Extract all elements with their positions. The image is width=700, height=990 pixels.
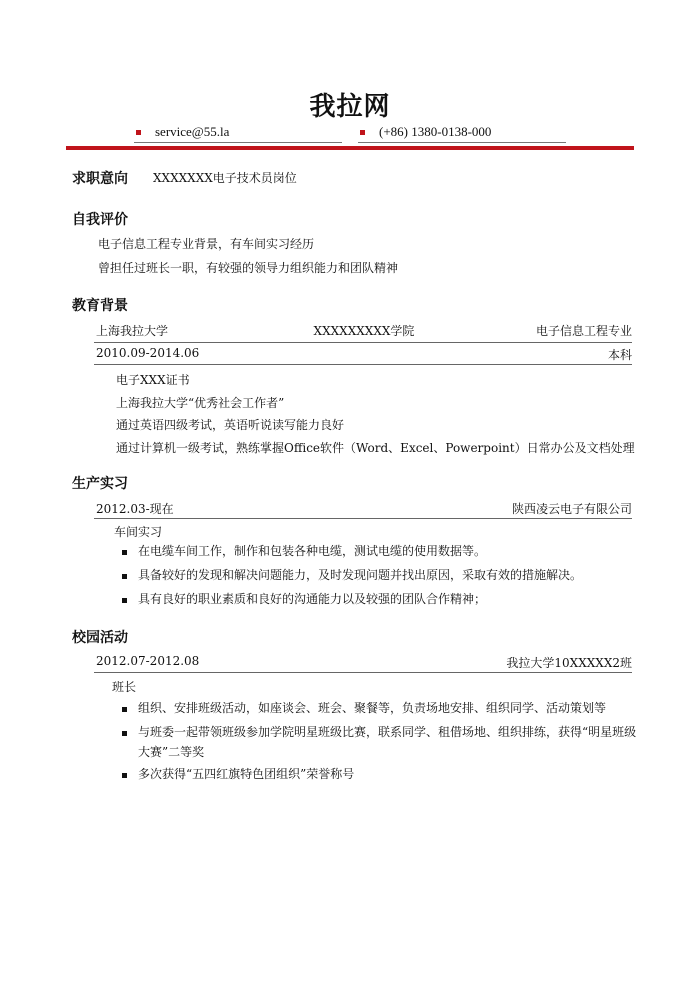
contact-underline <box>134 142 342 143</box>
bullet-square-icon <box>122 707 127 712</box>
college-name: XXXXXXXXX学院 <box>313 324 415 338</box>
section-title-internship: 生产实习 <box>72 476 128 492</box>
internship-header-row <box>96 500 632 518</box>
email-text: service@55.la <box>155 124 230 139</box>
header-divider <box>66 146 634 150</box>
self-eval-line: 曾担任过班长一职，有较强的领导力组织能力和团队精神 <box>98 261 399 275</box>
education-period: 2010.09-2014.06 <box>96 346 200 360</box>
education-item: 电子XXX证书 <box>116 373 190 387</box>
contact-underline <box>358 142 566 143</box>
education-header-row <box>96 322 632 340</box>
row-divider <box>94 342 632 343</box>
major-name: 电子信息工程专业 <box>535 324 632 338</box>
contact-row <box>136 124 566 144</box>
internship-role: 车间实习 <box>114 525 163 539</box>
row-divider <box>94 364 632 365</box>
campus-header-row <box>96 654 632 672</box>
campus-period: 2012.07-2012.08 <box>96 654 200 668</box>
phone-contact <box>360 124 491 140</box>
candidate-name: 我拉网 <box>309 92 391 122</box>
education-period-row <box>96 346 632 364</box>
bullet-square-icon <box>122 550 127 555</box>
campus-role: 班长 <box>112 680 137 694</box>
intent-value: XXXXXXX电子技术员岗位 <box>153 171 297 185</box>
bullet-square-icon <box>360 130 365 135</box>
internship-period: 2012.03-现在 <box>96 502 174 516</box>
campus-org: 我拉大学10XXXXX2班 <box>506 656 632 670</box>
bullet-square-icon <box>122 598 127 603</box>
education-item: 通过英语四级考试，英语听说读写能力良好 <box>116 418 345 432</box>
bullet-square-icon <box>136 130 141 135</box>
self-eval-line: 电子信息工程专业背景，有车间实习经历 <box>98 237 315 251</box>
education-item: 上海我拉大学“优秀社会工作者” <box>116 396 285 410</box>
degree: 本科 <box>607 348 632 362</box>
bullet-square-icon <box>122 773 127 778</box>
email-contact <box>136 124 229 140</box>
education-item: 通过计算机一级考试，熟练掌握Office软件（Word、Excel、Powerpoint）日常办公及文档处理 <box>116 441 635 455</box>
school-name: 上海我拉大学 <box>96 324 169 338</box>
row-divider <box>94 672 632 673</box>
resume-page: 我拉网 service@55.la (+86) 1380-0138-000 求职意向 XXXXXXX电子技术员岗位 自我评价 电子信息工程专业背景，有车间实习经历 曾担任过班长一职，有较强的领导力组织能力和团队精神 教育背景 上海我拉大学 XXXXXXXXX学院 电子信息工程专业 2010.09-2014.06 本科 电子XXX证书 上海我拉大学“优秀社会工作者” 通过英语四级考试，英语听说读写能力良好 通过计算机一级考试，熟练掌握Office软件（Word、Excel、Powerpoint）日常办公及文档处理 生产实习 2012.03-现在 陕西凌云电子有限公司 车间实习 在电缆车间工作，制作和包装各种电缆，测试电缆的使用数据等。 具备较好的发现和解决问题能力，及时发现问题并找出原因，采取有效的措施解决。 具有良好的职业素质和良好的沟通能力以及较强的团队合作精神； 校园活动 2012.07-2012.08 我拉大学10XXXXX2班 班长 组织、安排班级活动，如座谈会、班会、聚餐等，负责场地安排、组织同学、活动策划等 与班委一起带领班级参加学院明星班级比赛，联系同学、租借场地、组织排练，获得“明星班级大赛”二等奖 多次获得“五四红旗特色团组织”荣誉称号 <box>0 0 700 990</box>
row-divider <box>94 518 632 519</box>
bullet-square-icon <box>122 731 127 736</box>
section-title-campus: 校园活动 <box>72 630 128 646</box>
internship-company: 陕西凌云电子有限公司 <box>511 502 632 516</box>
phone-text: (+86) 1380-0138-000 <box>379 124 492 139</box>
section-title-intent: 求职意向 <box>72 171 128 187</box>
section-title-education: 教育背景 <box>72 298 128 314</box>
bullet-square-icon <box>122 574 127 579</box>
section-title-self-eval: 自我评价 <box>72 212 128 228</box>
